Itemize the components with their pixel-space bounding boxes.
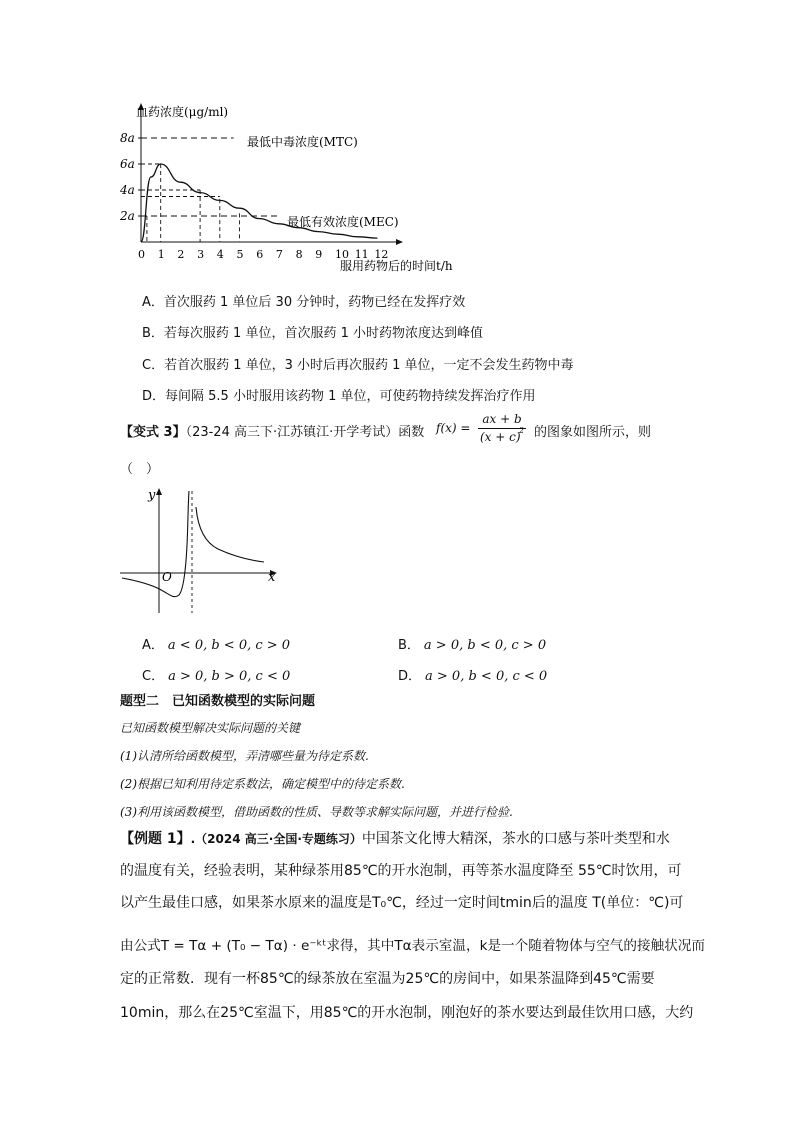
q2-option-a[interactable] xyxy=(142,634,290,653)
x-tick-label: 9 xyxy=(315,248,323,261)
q2-option-b-label: B． xyxy=(398,638,420,653)
y-tick-label: 2a xyxy=(120,209,135,223)
func-lhs: f(x) = xyxy=(436,421,471,435)
q2-option-d-expr: a > 0, b < 0, c < 0 xyxy=(425,669,548,684)
q1-option-a[interactable]: A．首次服药 1 单位后 30 分钟时，药物已经在发挥疗效 xyxy=(142,295,466,310)
x-tick-label: 1 xyxy=(157,248,165,261)
q2-option-a-expr: a < 0, b < 0, c > 0 xyxy=(167,638,291,653)
graph-y-label: y xyxy=(148,488,156,503)
variant3-question xyxy=(120,421,424,440)
x-tick-label: 12 xyxy=(374,248,389,261)
q2-option-a-label: A． xyxy=(142,638,164,653)
graph-origin-label: O xyxy=(162,570,172,584)
function-graph xyxy=(118,485,283,617)
q2-option-c-expr: a > 0, b > 0, c < 0 xyxy=(168,669,291,684)
drug-concentration-chart xyxy=(110,98,490,276)
example1-label: 【例题 1】 xyxy=(120,831,191,847)
x-tick-label: 2 xyxy=(177,248,185,261)
variant3-suffix: 的图象如图所示，则 xyxy=(534,425,652,440)
mec-label: 最低有效浓度(MEC) xyxy=(287,215,399,229)
x-tick-label: 0 xyxy=(138,248,145,261)
q1-option-d[interactable]: D．每间隔 5.5 小时服用该药物 1 单位，可使药物持续发挥治疗作用 xyxy=(142,389,536,404)
example1-line-3: 以产生最佳口感，如果茶水原来的温度是T₀℃，经过一定时间tmin后的温度 T(单位：℃)可 xyxy=(120,895,684,911)
concentration-curve xyxy=(141,164,377,242)
example1-line-6: 10min，那么在25℃室温下，用85℃的开水泡制，刚泡好的茶水要达到最佳饮用口感，大约 xyxy=(120,1005,694,1021)
example1-text-1: 中国茶文化博大精深，茶水的口感与茶叶类型和水 xyxy=(361,831,670,847)
x-tick-label: 4 xyxy=(216,248,224,261)
x-tick-label: 8 xyxy=(295,248,303,261)
section-intro: 已知函数模型解决实际问题的关键 xyxy=(120,721,301,735)
y-tick-label: 6a xyxy=(120,157,135,171)
left-branch-curve xyxy=(122,491,189,597)
section-step-2: (2)根据已知利用待定系数法，确定模型中的待定系数. xyxy=(120,777,405,791)
example1-line-1 xyxy=(120,828,670,848)
example1-source: .（2024 高三·全国·专题练习） xyxy=(190,832,362,846)
answer-paren: （ ） xyxy=(120,462,160,477)
section-step-3: (3)利用该函数模型，借助函数的性质、导数等求解实际问题，并进行检验. xyxy=(120,805,513,819)
q2-option-c[interactable] xyxy=(142,665,290,684)
q1-option-b[interactable]: B．若每次服药 1 单位，首次服药 1 小时药物浓度达到峰值 xyxy=(142,326,483,341)
x-tick-label: 3 xyxy=(197,248,205,261)
example1-line-2: 的温度有关，经验表明，某种绿茶用85℃的开水泡制，再等茶水温度降至 55℃时饮用，可 xyxy=(120,863,682,879)
example1-line-5: 定的正常数．现有一杯85℃的绿茶放在室温为25℃的房间中，如果茶温降到45℃需要 xyxy=(120,971,655,987)
section-step-1: (1)认清所给函数模型，弄清哪些量为待定系数. xyxy=(120,749,369,763)
graph-x-label: x xyxy=(268,570,276,585)
y-tick-label: 4a xyxy=(120,183,135,197)
section-title: 题型二 已知函数模型的实际问题 xyxy=(120,694,316,709)
right-branch-curve xyxy=(196,507,264,562)
func-denominator: (x + c) xyxy=(480,430,521,444)
y-tick-label: 8a xyxy=(120,131,135,145)
chart1-ylabel: 血药浓度(μg/ml) xyxy=(136,105,229,119)
q2-option-b[interactable] xyxy=(398,634,546,653)
x-tick-label: 7 xyxy=(275,248,283,261)
example1-line-4: 由公式T = Tα + (T₀ − Tα) · e⁻ᵏᵗ求得，其中Tα表示室温，k是一个随着物体与空气的接触状况而 xyxy=(120,938,705,954)
x-tick-label: 5 xyxy=(236,248,244,261)
q2-option-d-label: D． xyxy=(398,669,422,684)
q2-option-b-expr: a > 0, b < 0, c > 0 xyxy=(423,638,547,653)
chart1-xlabel: 服用药物后的时间t/h xyxy=(340,259,453,273)
mtc-label: 最低中毒浓度(MTC) xyxy=(247,135,358,149)
q1-option-c[interactable]: C．若首次服药 1 单位，3 小时后再次服药 1 单位，一定不会发生药物中毒 xyxy=(142,358,574,373)
q2-option-d[interactable] xyxy=(398,665,547,684)
func-numerator: ax + b xyxy=(482,412,522,426)
x-tick-label: 10 xyxy=(335,248,349,261)
variant3-label: 【变式 3】 xyxy=(120,425,186,440)
x-tick-label: 6 xyxy=(256,248,264,261)
x-tick-label: 11 xyxy=(354,248,369,261)
q2-option-c-label: C． xyxy=(142,669,165,684)
func-exponent: 2 xyxy=(519,426,525,435)
variant3-source: （23-24 高三下·江苏镇江·开学考试）函数 xyxy=(185,425,425,440)
